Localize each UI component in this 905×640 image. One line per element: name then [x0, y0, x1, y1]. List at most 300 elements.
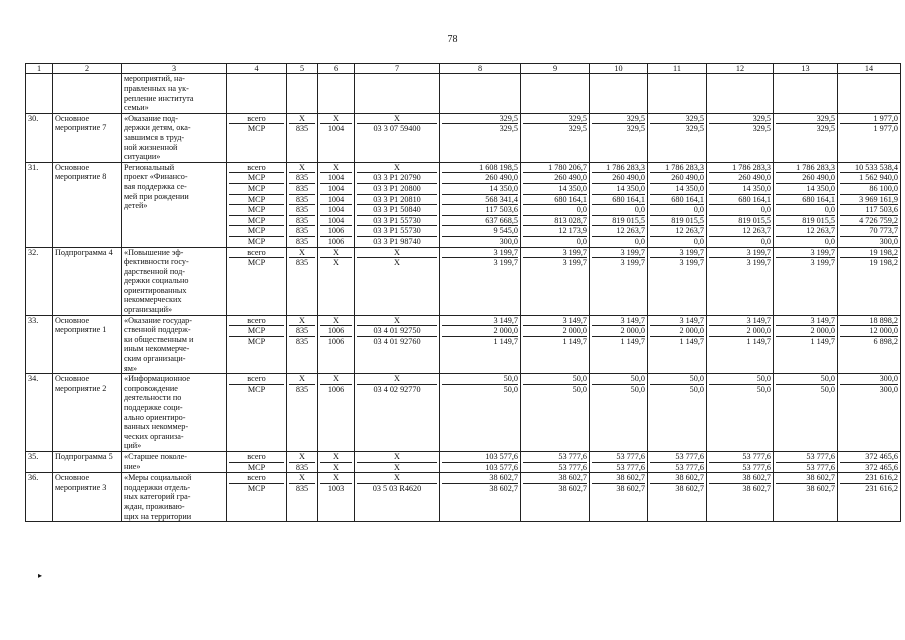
value-source: МСР: [229, 204, 284, 215]
cell-y4: [648, 247, 707, 315]
budget-table: [25, 63, 901, 522]
value-grbs: 835: [289, 325, 315, 336]
value-y6: 329,5: [776, 123, 835, 134]
cell-y1: [440, 374, 521, 452]
value-y2: 38 602,7: [558, 473, 587, 483]
value-rzpr: 1003: [320, 483, 352, 494]
description-line: ально ориентиро-: [124, 412, 186, 422]
value-y3: 3 199,7: [592, 257, 645, 268]
value-grbs: 835: [289, 225, 315, 236]
cell-y2: [521, 162, 590, 247]
value-y1: 103 577,6: [442, 462, 518, 473]
description-line: завшимся в труд-: [124, 132, 185, 142]
column-number-row: [26, 64, 901, 74]
cell-y6: [774, 74, 838, 113]
value-grbs: Х: [299, 113, 305, 123]
description-cell: [122, 374, 227, 452]
value-y1: 300,0: [442, 236, 518, 247]
description-line: репление института: [124, 93, 194, 103]
value-source: МСР: [229, 325, 284, 336]
value-y6: 38 602,7: [776, 483, 835, 494]
description-line: мероприятий, на-: [124, 74, 185, 84]
value-source: МСР: [229, 257, 284, 268]
value-y5: 1 786 283,3: [732, 162, 771, 172]
cell-y6: [774, 374, 838, 452]
table-row: [26, 162, 901, 247]
cell-grbs: [287, 473, 318, 522]
value-grbs: 835: [289, 172, 315, 183]
value-grbs: Х: [299, 473, 305, 483]
description-line: иным некоммерче-: [124, 344, 190, 354]
value-y5: 2 000,0: [709, 325, 771, 336]
value-csr: 03 4 01 92760: [357, 336, 437, 347]
value-grbs: 835: [289, 194, 315, 205]
value-y6: 260 490,0: [776, 172, 835, 183]
value-y3: 12 263,7: [592, 225, 645, 236]
value-total: 4 726 759,2: [840, 215, 898, 226]
table-row: [26, 473, 901, 522]
value-y1: 9 545,0: [442, 225, 518, 236]
description-line: «Оказание под-: [124, 113, 178, 123]
row-number: 31.: [26, 162, 53, 247]
value-rzpr: 1006: [320, 384, 352, 395]
description-line: «Информационное: [124, 374, 190, 384]
value-y5: 38 602,7: [742, 473, 771, 483]
value-csr: Х: [394, 451, 400, 461]
value-y3: 53 777,6: [616, 451, 645, 461]
value-rzpr: Х: [333, 247, 339, 257]
value-total: 117 503,6: [840, 204, 898, 215]
value-y6: 12 263,7: [776, 225, 835, 236]
cell-source: [227, 162, 287, 247]
value-y6: 3 149,7: [810, 315, 835, 325]
row-number: [26, 74, 53, 113]
description-line: ние»: [124, 461, 141, 471]
description-line: вая поддержка се-: [124, 181, 187, 191]
value-y3: 1 786 283,3: [606, 162, 645, 172]
value-y3: 329,5: [592, 123, 645, 134]
value-y5: 3 199,7: [709, 257, 771, 268]
value-y1: 117 503,6: [442, 204, 518, 215]
value-y1: 1 608 198,5: [479, 162, 518, 172]
value-rzpr: Х: [320, 462, 352, 473]
value-y3: 0,0: [592, 236, 645, 247]
value-y6: 0,0: [776, 204, 835, 215]
value-total: 372 465,6: [865, 451, 898, 461]
value-total: 19 198,2: [840, 257, 898, 268]
value-rzpr: 1004: [320, 183, 352, 194]
cell-rzpr: [318, 374, 355, 452]
value-y1: 103 577,6: [485, 451, 518, 461]
cell-y1: [440, 74, 521, 113]
value-total: 3 969 161,9: [840, 194, 898, 205]
program-name-line: Подпрограмма 4: [55, 247, 113, 257]
cell-y6: [774, 473, 838, 522]
table-row: [26, 74, 901, 113]
value-y6: 3 199,7: [776, 257, 835, 268]
program-name-cell: [53, 247, 122, 315]
value-y3: 2 000,0: [592, 325, 645, 336]
cell-grbs: [287, 451, 318, 472]
cell-y4: [648, 451, 707, 472]
table-row: [26, 374, 901, 452]
value-y4: 329,5: [685, 113, 704, 123]
value-source: всего: [247, 247, 266, 257]
value-rzpr: 1004: [320, 204, 352, 215]
description-line: правленных на ук-: [124, 84, 189, 93]
cell-y1: [440, 473, 521, 522]
value-total: 231 616,2: [865, 473, 898, 483]
value-y4: 329,5: [650, 123, 704, 134]
cell-y2: [521, 74, 590, 113]
value-y1: 50,0: [442, 384, 518, 395]
program-name-line: мероприятие 7: [55, 123, 107, 133]
column-header-13: 13: [774, 64, 838, 74]
column-header-1: 1: [26, 64, 53, 74]
value-csr: 03 4 02 92770: [357, 384, 437, 395]
value-y3: 50,0: [592, 384, 645, 395]
description-line: «Повышение эф-: [124, 247, 184, 257]
value-total: 1 977,0: [873, 113, 898, 123]
value-source: МСР: [229, 384, 284, 395]
description-line: «Старшее поколе-: [124, 451, 187, 461]
cell-y5: [707, 247, 774, 315]
row-number: 30.: [26, 113, 53, 162]
description-line: ственной поддерж-: [124, 325, 191, 335]
value-y2: 0,0: [523, 236, 587, 247]
cell-y1: [440, 451, 521, 472]
description-line: дарственной под-: [124, 266, 185, 276]
value-csr: 03 5 03 R4620: [357, 483, 437, 494]
column-header-12: 12: [707, 64, 774, 74]
value-grbs: Х: [299, 162, 305, 172]
value-y5: 38 602,7: [709, 483, 771, 494]
value-y1: 3 199,7: [442, 257, 518, 268]
value-y5: 329,5: [709, 123, 771, 134]
value-y4: 260 490,0: [650, 172, 704, 183]
cell-source: [227, 374, 287, 452]
description-line: держки детям, ока-: [124, 123, 191, 133]
column-header-9: 9: [521, 64, 590, 74]
cell-y2: [521, 315, 590, 374]
cell-y3: [590, 162, 648, 247]
value-csr: 03 3 Р1 20810: [357, 194, 437, 205]
value-grbs: 835: [289, 123, 315, 134]
cell-total: [838, 113, 901, 162]
value-y6: 14 350,0: [776, 183, 835, 194]
program-name-cell: [53, 473, 122, 522]
cell-y6: [774, 247, 838, 315]
cell-y1: [440, 162, 521, 247]
value-rzpr: 1004: [320, 194, 352, 205]
value-csr: 03 3 Р1 20800: [357, 183, 437, 194]
value-grbs: Х: [299, 374, 305, 384]
value-y5: 680 164,1: [709, 194, 771, 205]
table-row: [26, 247, 901, 315]
description-cell: [122, 162, 227, 247]
cell-y5: [707, 315, 774, 374]
value-y2: 329,5: [568, 113, 587, 123]
column-header-11: 11: [648, 64, 707, 74]
value-rzpr: 1006: [320, 236, 352, 247]
cell-y1: [440, 247, 521, 315]
value-y3: 3 199,7: [620, 247, 645, 257]
cell-rzpr: [318, 473, 355, 522]
program-name-line: мероприятие 8: [55, 172, 107, 182]
program-name-line: Подпрограмма 5: [55, 451, 113, 461]
value-y6: 1 786 283,3: [796, 162, 835, 172]
cell-y3: [590, 473, 648, 522]
value-source: всего: [247, 315, 266, 325]
value-y4: 12 263,7: [650, 225, 704, 236]
table-body: [26, 74, 901, 522]
value-total: 12 000,0: [840, 325, 898, 336]
description-line: «Меры социальной: [124, 473, 192, 483]
description-line: ций»: [124, 441, 142, 451]
value-y4: 1 786 283,3: [665, 162, 704, 172]
table-row: [26, 113, 901, 162]
value-y2: 329,5: [523, 123, 587, 134]
program-name-line: мероприятие 3: [55, 482, 107, 492]
program-name-line: Основное: [55, 162, 90, 172]
description-line: ориентированных: [124, 285, 187, 295]
cell-source: [227, 473, 287, 522]
value-y6: 53 777,6: [776, 462, 835, 473]
description-line: ки общественным и: [124, 334, 194, 344]
value-y4: 3 199,7: [650, 257, 704, 268]
description-line: семьи»: [124, 103, 149, 113]
value-y5: 14 350,0: [709, 183, 771, 194]
cell-y4: [648, 113, 707, 162]
program-name-cell: [53, 315, 122, 374]
value-csr: Х: [394, 247, 400, 257]
value-y5: 53 777,6: [742, 451, 771, 461]
value-y2: 53 777,6: [523, 462, 587, 473]
value-y3: 329,5: [626, 113, 645, 123]
description-line: «Оказание государ-: [124, 315, 192, 325]
value-total: 18 898,2: [869, 315, 898, 325]
value-y1: 260 490,0: [442, 172, 518, 183]
margin-mark: ▸: [38, 571, 43, 580]
value-csr: 03 3 Р1 55730: [357, 225, 437, 236]
value-csr: 03 3 07 59400: [357, 123, 437, 134]
value-y1: 38 602,7: [489, 473, 518, 483]
value-grbs: Х: [299, 451, 305, 461]
column-header-6: 6: [318, 64, 355, 74]
value-y1: 637 668,5: [442, 215, 518, 226]
value-y6: 50,0: [820, 374, 835, 384]
value-y1: 3 199,7: [493, 247, 518, 257]
cell-rzpr: [318, 113, 355, 162]
value-source: всего: [247, 374, 266, 384]
value-csr: 03 3 Р1 50840: [357, 204, 437, 215]
value-y2: 260 490,0: [523, 172, 587, 183]
value-y1: 38 602,7: [442, 483, 518, 494]
value-grbs: Х: [299, 315, 305, 325]
value-source: МСР: [229, 194, 284, 205]
value-rzpr: Х: [320, 257, 352, 268]
cell-y5: [707, 162, 774, 247]
value-rzpr: 1006: [320, 325, 352, 336]
value-source: всего: [247, 162, 266, 172]
cell-rzpr: [318, 315, 355, 374]
value-rzpr: 1004: [320, 215, 352, 226]
cell-y3: [590, 451, 648, 472]
program-name-cell: [53, 113, 122, 162]
value-y2: 50,0: [523, 384, 587, 395]
cell-y2: [521, 247, 590, 315]
value-grbs: 835: [289, 257, 315, 268]
value-y3: 819 015,5: [592, 215, 645, 226]
value-y4: 38 602,7: [650, 483, 704, 494]
cell-csr: [355, 113, 440, 162]
description-line: ским организаци-: [124, 354, 186, 364]
cell-csr: [355, 451, 440, 472]
description-line: поддержки отдель-: [124, 482, 191, 492]
cell-y5: [707, 473, 774, 522]
value-csr: Х: [394, 374, 400, 384]
value-y4: 680 164,1: [650, 194, 704, 205]
program-name-line: мероприятие 1: [55, 325, 107, 335]
value-y3: 1 149,7: [592, 336, 645, 347]
cell-y2: [521, 113, 590, 162]
cell-source: [227, 74, 287, 113]
cell-csr: [355, 247, 440, 315]
description-cell: [122, 451, 227, 472]
description-cell: [122, 113, 227, 162]
cell-grbs: [287, 162, 318, 247]
value-y2: 813 028,7: [523, 215, 587, 226]
column-header-8: 8: [440, 64, 521, 74]
column-header-4: 4: [227, 64, 287, 74]
description-line: сопровождение: [124, 383, 178, 393]
row-number: 36.: [26, 473, 53, 522]
cell-y3: [590, 113, 648, 162]
cell-rzpr: [318, 451, 355, 472]
value-y2: 3 199,7: [562, 247, 587, 257]
cell-y3: [590, 74, 648, 113]
value-y5: 0,0: [709, 236, 771, 247]
value-grbs: 835: [289, 462, 315, 473]
value-csr: 03 4 01 92750: [357, 325, 437, 336]
value-y1: 329,5: [442, 123, 518, 134]
column-header-14: 14: [838, 64, 901, 74]
cell-grbs: [287, 374, 318, 452]
value-csr: 03 3 Р1 55730: [357, 215, 437, 226]
cell-grbs: [287, 315, 318, 374]
value-y2: 0,0: [523, 204, 587, 215]
cell-csr: [355, 473, 440, 522]
value-y2: 53 777,6: [558, 451, 587, 461]
cell-source: [227, 113, 287, 162]
value-total: 6 898,2: [840, 336, 898, 347]
cell-total: [838, 315, 901, 374]
cell-y2: [521, 451, 590, 472]
cell-total: [838, 374, 901, 452]
cell-grbs: [287, 113, 318, 162]
value-rzpr: Х: [333, 315, 339, 325]
cell-grbs: [287, 247, 318, 315]
value-y4: 0,0: [650, 236, 704, 247]
cell-source: [227, 315, 287, 374]
cell-total: [838, 451, 901, 472]
value-y5: 50,0: [756, 374, 771, 384]
value-total: 372 465,6: [840, 462, 898, 473]
cell-y1: [440, 315, 521, 374]
row-number: 32.: [26, 247, 53, 315]
column-header-3: 3: [122, 64, 227, 74]
value-y5: 50,0: [709, 384, 771, 395]
value-y5: 0,0: [709, 204, 771, 215]
description-line: мей при рождении: [124, 191, 189, 201]
value-rzpr: Х: [333, 473, 339, 483]
description-line: ждан, проживаю-: [124, 501, 185, 511]
row-number: 34.: [26, 374, 53, 452]
value-y2: 3 149,7: [562, 315, 587, 325]
description-cell: [122, 247, 227, 315]
value-y2: 2 000,0: [523, 325, 587, 336]
value-source: МСР: [229, 236, 284, 247]
value-total: 1 977,0: [840, 123, 898, 134]
value-total: 86 100,0: [840, 183, 898, 194]
value-y4: 819 015,5: [650, 215, 704, 226]
value-grbs: 835: [289, 215, 315, 226]
description-line: ческих организа-: [124, 431, 184, 441]
value-rzpr: 1006: [320, 336, 352, 347]
value-y4: 50,0: [650, 384, 704, 395]
value-y4: 2 000,0: [650, 325, 704, 336]
cell-y3: [590, 315, 648, 374]
description-cell: [122, 74, 227, 113]
program-name-cell: [53, 74, 122, 113]
value-grbs: 835: [289, 204, 315, 215]
cell-y5: [707, 113, 774, 162]
program-name-cell: [53, 451, 122, 472]
cell-csr: [355, 162, 440, 247]
value-y5: 1 149,7: [709, 336, 771, 347]
value-source: МСР: [229, 183, 284, 194]
cell-y4: [648, 162, 707, 247]
value-grbs: 835: [289, 236, 315, 247]
value-source: всего: [247, 451, 266, 461]
cell-csr: [355, 315, 440, 374]
program-name-line: Основное: [55, 315, 90, 325]
cell-y4: [648, 473, 707, 522]
value-source: МСР: [229, 483, 284, 494]
description-line: ситуации»: [124, 152, 161, 162]
value-y2: 3 199,7: [523, 257, 587, 268]
value-source: МСР: [229, 336, 284, 347]
description-line: Региональный: [124, 162, 175, 172]
cell-y5: [707, 74, 774, 113]
value-y6: 53 777,6: [806, 451, 835, 461]
cell-total: [838, 162, 901, 247]
value-y6: 3 199,7: [810, 247, 835, 257]
value-y2: 14 350,0: [523, 183, 587, 194]
value-total: 1 562 940,0: [840, 172, 898, 183]
value-total: 300,0: [840, 236, 898, 247]
description-cell: [122, 473, 227, 522]
value-y3: 53 777,6: [592, 462, 645, 473]
value-y3: 3 149,7: [620, 315, 645, 325]
value-y5: 260 490,0: [709, 172, 771, 183]
value-y6: 819 015,5: [776, 215, 835, 226]
value-csr: Х: [357, 462, 437, 473]
value-y6: 50,0: [776, 384, 835, 395]
value-y2: 1 780 206,7: [548, 162, 587, 172]
description-line: некоммерческих: [124, 295, 182, 305]
cell-grbs: [287, 74, 318, 113]
